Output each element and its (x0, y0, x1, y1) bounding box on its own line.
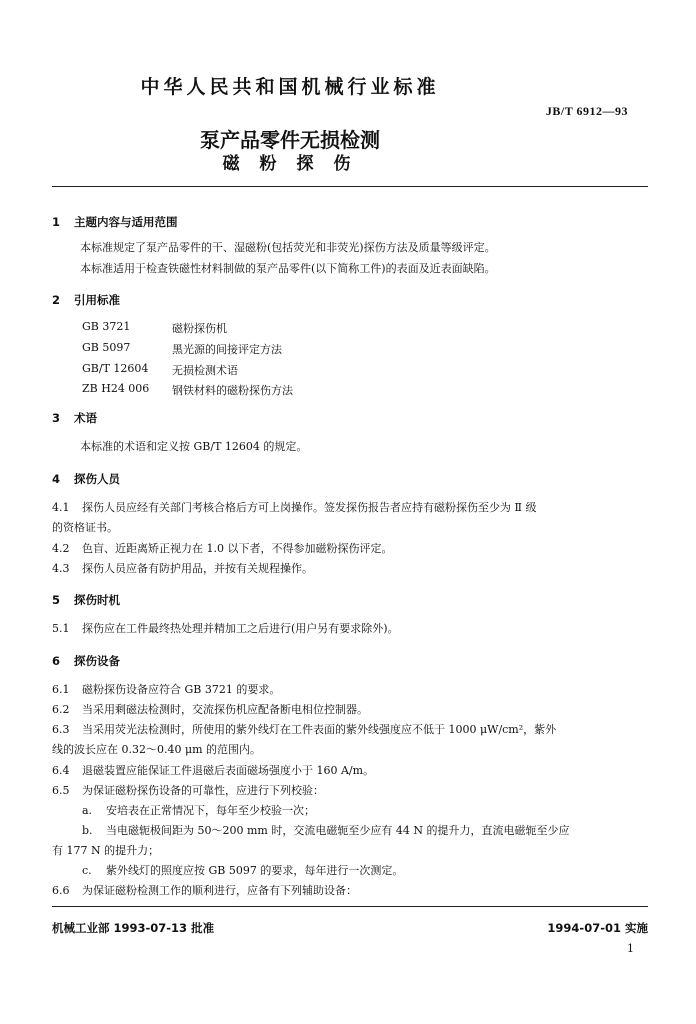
clause-6-1: 6.1 磁粉探伤设备应符合 GB 3721 的要求。 (52, 683, 281, 696)
clause-4-1-line-1: 4.1 探伤人员应经有关部门考核合格后方可上岗操作。签发探伤报告者应持有磁粉探伤至少为 Ⅱ 级 (52, 501, 537, 514)
reference-code: ZB H24 006 (82, 382, 150, 395)
section-3-heading: 3 术语 (52, 411, 97, 425)
clause-6-6: 6.6 为保证磁粉检测工作的顺利进行，应备有下列辅助设备： (52, 884, 357, 897)
reference-name: 无损检测术语 (172, 364, 238, 377)
issuing-body-title: 中华人民共和国机械行业标准 (140, 76, 440, 98)
section-2-heading: 2 引用标准 (52, 293, 120, 307)
document-subtitle: 磁 粉 探 伤 (222, 154, 358, 174)
reference-name: 磁粉探伤机 (172, 322, 227, 335)
clause-6-5-b-line-1: b. 当电磁轭极间距为 50～200 mm 时，交流电磁轭至少应有 44 N 的提升力，直流电磁轭至少应 (82, 824, 570, 837)
clause-6-2: 6.2 当采用剩磁法检测时，交流探伤机应配备断电相位控制器。 (52, 703, 368, 716)
clause-6-5-c: c. 紫外线灯的照度应按 GB 5097 的要求，每年进行一次测定。 (82, 864, 404, 877)
section-1-paragraph-1: 本标准规定了泵产品零件的干、湿磁粉(包括荧光和非荧光)探伤方法及质量等级评定。 (80, 241, 496, 254)
clause-4-1-line-2: 的资格证书。 (52, 521, 118, 534)
clause-6-3-line-1: 6.3 当采用荧光法检测时，所使用的紫外线灯在工件表面的紫外线强度应不低于 1000 μW/cm²，紫外 (52, 723, 557, 736)
clause-6-5: 6.5 为保证磁粉探伤设备的可靠性，应进行下列校验： (52, 784, 324, 797)
section-3-paragraph: 本标准的术语和定义按 GB/T 12604 的规定。 (80, 440, 308, 453)
reference-name: 黑光源的间接评定方法 (172, 343, 282, 356)
reference-name: 钢铁材料的磁粉探伤方法 (172, 384, 293, 397)
clause-6-5-b-line-2: 有 177 N 的提升力； (52, 844, 160, 857)
clause-5-1: 5.1 探伤应在工件最终热处理并精加工之后进行(用户另有要求除外)。 (52, 622, 399, 635)
section-4-heading: 4 探伤人员 (52, 472, 120, 486)
header-divider (52, 186, 648, 187)
implementation-date: 1994-07-01 实施 (547, 921, 648, 935)
standard-number: JB/T 6912—93 (545, 104, 628, 118)
clause-6-3-line-2: 线的波长应在 0.32～0.40 μm 的范围内。 (52, 743, 262, 756)
section-1-paragraph-2: 本标准适用于检查铁磁性材料制做的泵产品零件(以下简称工件)的表面及近表面缺陷。 (80, 262, 496, 275)
clause-4-2: 4.2 色盲、近距离矫正视力在 1.0 以下者，不得参加磁粉探伤评定。 (52, 542, 393, 555)
footer-divider (52, 906, 648, 907)
reference-code: GB 3721 (82, 320, 131, 333)
document-title: 泵产品零件无损检测 (200, 128, 380, 152)
clause-6-4: 6.4 退磁装置应能保证工件退磁后表面磁场强度小于 160 A/m。 (52, 764, 375, 777)
page-number: 1 (627, 942, 634, 955)
reference-code: GB/T 12604 (82, 362, 149, 375)
section-6-heading: 6 探伤设备 (52, 654, 120, 668)
reference-code: GB 5097 (82, 341, 131, 354)
section-1-heading: 1 主题内容与适用范围 (52, 215, 178, 229)
approval-line: 机械工业部 1993-07-13 批准 (52, 921, 215, 935)
section-5-heading: 5 探伤时机 (52, 593, 120, 607)
clause-4-3: 4.3 探伤人员应备有防护用品，并按有关规程操作。 (52, 562, 313, 575)
clause-6-5-a: a. 安培表在正常情况下，每年至少校验一次； (82, 804, 315, 817)
